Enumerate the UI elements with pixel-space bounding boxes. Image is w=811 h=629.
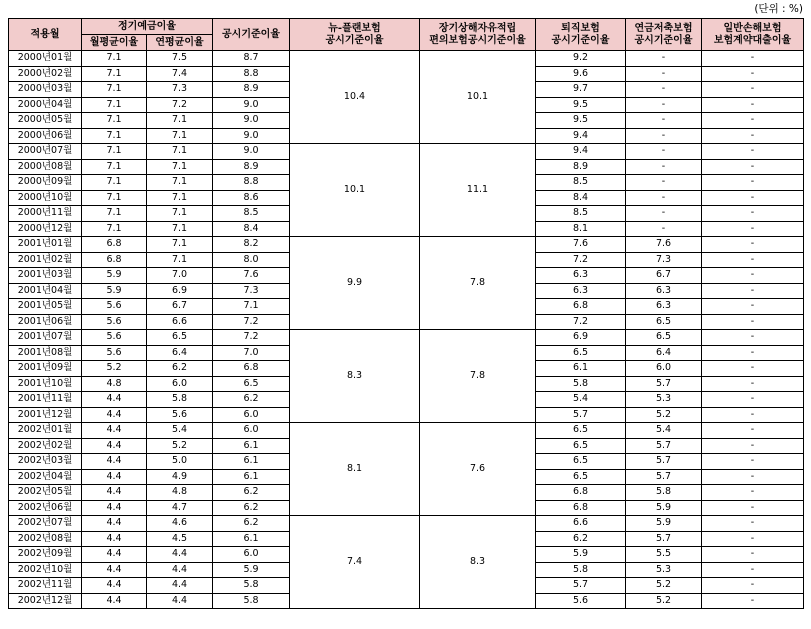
cell-pension: -	[626, 128, 702, 144]
cell-month: 2001년07월	[9, 330, 82, 346]
cell-retirement: 6.2	[536, 531, 626, 547]
cell-public-rate: 6.1	[213, 531, 290, 547]
cell-deposit-monthly: 5.6	[82, 314, 147, 330]
cell-deposit-monthly: 4.4	[82, 438, 147, 454]
cell-retirement: 5.9	[536, 547, 626, 563]
cell-pension: 6.4	[626, 345, 702, 361]
cell-public-rate: 6.2	[213, 485, 290, 501]
table-row	[9, 423, 804, 439]
cell-public-rate: 8.8	[213, 175, 290, 191]
cell-retirement: 6.5	[536, 469, 626, 485]
cell-general: -	[702, 82, 804, 98]
cell-deposit-annual: 6.0	[147, 376, 213, 392]
cell-public-rate: 5.8	[213, 593, 290, 609]
cell-general: -	[702, 531, 804, 547]
table-row	[9, 330, 804, 346]
header-public-rate: 공시기준이율	[213, 19, 290, 51]
cell-retirement: 6.3	[536, 268, 626, 284]
cell-new-plan: 7.4	[290, 516, 420, 609]
cell-retirement: 9.2	[536, 51, 626, 67]
cell-deposit-annual: 6.6	[147, 314, 213, 330]
cell-pension: 5.7	[626, 376, 702, 392]
cell-deposit-monthly: 7.1	[82, 113, 147, 129]
header-general	[702, 19, 804, 51]
cell-deposit-annual: 7.1	[147, 128, 213, 144]
cell-general: -	[702, 330, 804, 346]
cell-general: -	[702, 469, 804, 485]
cell-pension: 5.2	[626, 407, 702, 423]
cell-deposit-monthly: 7.1	[82, 206, 147, 222]
cell-pension: 5.9	[626, 516, 702, 532]
cell-deposit-annual: 7.3	[147, 82, 213, 98]
cell-general: -	[702, 423, 804, 439]
cell-retirement: 8.9	[536, 159, 626, 175]
cell-long-term: 7.8	[420, 237, 536, 330]
header-long-term	[420, 19, 536, 51]
cell-public-rate: 8.4	[213, 221, 290, 237]
cell-deposit-annual: 6.7	[147, 299, 213, 315]
cell-general: -	[702, 299, 804, 315]
cell-retirement: 9.4	[536, 128, 626, 144]
header-retirement-line1: 퇴직보험	[561, 22, 600, 34]
header-long-term-line1: 장기상해자유적립	[438, 22, 517, 34]
cell-deposit-annual: 5.4	[147, 423, 213, 439]
cell-deposit-annual: 4.6	[147, 516, 213, 532]
cell-retirement: 8.5	[536, 175, 626, 191]
cell-retirement: 6.8	[536, 299, 626, 315]
cell-new-plan: 9.9	[290, 237, 420, 330]
header-long-term-line2: 편의보험공시기준이율	[429, 34, 526, 46]
cell-general: -	[702, 547, 804, 563]
cell-pension: -	[626, 206, 702, 222]
cell-month: 2000년12월	[9, 221, 82, 237]
cell-general: -	[702, 516, 804, 532]
cell-month: 2002년02월	[9, 438, 82, 454]
cell-pension: -	[626, 66, 702, 82]
cell-month: 2000년09월	[9, 175, 82, 191]
cell-retirement: 7.2	[536, 252, 626, 268]
cell-general: -	[702, 562, 804, 578]
cell-pension: 5.3	[626, 562, 702, 578]
cell-deposit-monthly: 7.1	[82, 175, 147, 191]
cell-retirement: 6.9	[536, 330, 626, 346]
cell-pension: 5.4	[626, 423, 702, 439]
cell-new-plan: 8.1	[290, 423, 420, 516]
cell-public-rate: 8.0	[213, 252, 290, 268]
cell-retirement: 5.8	[536, 562, 626, 578]
cell-public-rate: 8.9	[213, 82, 290, 98]
header-retirement-line2: 공시기준이율	[551, 34, 610, 46]
cell-public-rate: 6.0	[213, 407, 290, 423]
cell-public-rate: 7.1	[213, 299, 290, 315]
interest-rate-table	[8, 18, 804, 609]
cell-public-rate: 6.2	[213, 516, 290, 532]
cell-retirement: 5.7	[536, 578, 626, 594]
cell-general: -	[702, 113, 804, 129]
cell-month: 2002년06월	[9, 500, 82, 516]
table-body	[9, 51, 804, 609]
table-row	[9, 516, 804, 532]
cell-public-rate: 8.6	[213, 190, 290, 206]
cell-public-rate: 5.9	[213, 562, 290, 578]
cell-pension: 6.3	[626, 299, 702, 315]
cell-general: -	[702, 345, 804, 361]
cell-general: -	[702, 578, 804, 594]
cell-public-rate: 6.8	[213, 361, 290, 377]
cell-public-rate: 8.5	[213, 206, 290, 222]
cell-pension: 6.3	[626, 283, 702, 299]
cell-general: -	[702, 485, 804, 501]
cell-retirement: 7.2	[536, 314, 626, 330]
cell-deposit-monthly: 4.4	[82, 485, 147, 501]
cell-new-plan: 10.1	[290, 144, 420, 237]
header-pension-line1: 연금저축보험	[634, 22, 693, 34]
cell-retirement: 6.8	[536, 500, 626, 516]
cell-month: 2000년04월	[9, 97, 82, 113]
cell-deposit-annual: 4.4	[147, 547, 213, 563]
unit-label: (단위 : %)	[754, 3, 803, 15]
cell-deposit-monthly: 4.4	[82, 578, 147, 594]
cell-pension: 5.9	[626, 500, 702, 516]
header-general-line1: 일반손해보험	[723, 22, 782, 34]
cell-public-rate: 8.2	[213, 237, 290, 253]
cell-pension: -	[626, 51, 702, 67]
cell-deposit-monthly: 5.9	[82, 268, 147, 284]
cell-new-plan: 8.3	[290, 330, 420, 423]
cell-deposit-annual: 7.1	[147, 113, 213, 129]
cell-deposit-annual: 7.1	[147, 175, 213, 191]
cell-deposit-monthly: 7.1	[82, 159, 147, 175]
cell-general: -	[702, 361, 804, 377]
cell-general: -	[702, 175, 804, 191]
cell-deposit-annual: 5.6	[147, 407, 213, 423]
cell-general: -	[702, 144, 804, 160]
cell-pension: 5.7	[626, 438, 702, 454]
cell-deposit-annual: 7.0	[147, 268, 213, 284]
cell-pension: -	[626, 97, 702, 113]
cell-month: 2000년05월	[9, 113, 82, 129]
cell-retirement: 8.1	[536, 221, 626, 237]
cell-pension: 6.5	[626, 314, 702, 330]
cell-deposit-annual: 4.7	[147, 500, 213, 516]
cell-deposit-annual: 7.5	[147, 51, 213, 67]
cell-deposit-annual: 6.5	[147, 330, 213, 346]
cell-month: 2000년03월	[9, 82, 82, 98]
header-month: 적용월	[9, 19, 82, 51]
cell-public-rate: 7.0	[213, 345, 290, 361]
cell-pension: 7.3	[626, 252, 702, 268]
cell-general: -	[702, 376, 804, 392]
cell-general: -	[702, 593, 804, 609]
cell-long-term: 8.3	[420, 516, 536, 609]
cell-general: -	[702, 206, 804, 222]
table-row	[9, 51, 804, 67]
cell-deposit-monthly: 7.1	[82, 51, 147, 67]
cell-public-rate: 9.0	[213, 97, 290, 113]
cell-general: -	[702, 252, 804, 268]
cell-deposit-annual: 4.5	[147, 531, 213, 547]
cell-new-plan: 10.4	[290, 51, 420, 144]
cell-deposit-monthly: 5.6	[82, 299, 147, 315]
cell-public-rate: 7.3	[213, 283, 290, 299]
cell-month: 2000년10월	[9, 190, 82, 206]
cell-month: 2000년11월	[9, 206, 82, 222]
cell-deposit-annual: 7.1	[147, 206, 213, 222]
cell-public-rate: 6.2	[213, 392, 290, 408]
cell-general: -	[702, 392, 804, 408]
cell-public-rate: 6.1	[213, 454, 290, 470]
header-new-plan-line1: 뉴-플랜보험	[328, 22, 381, 34]
cell-retirement: 6.5	[536, 454, 626, 470]
cell-pension: -	[626, 159, 702, 175]
cell-public-rate: 6.1	[213, 469, 290, 485]
cell-deposit-annual: 4.4	[147, 593, 213, 609]
cell-public-rate: 6.0	[213, 547, 290, 563]
cell-deposit-monthly: 4.4	[82, 547, 147, 563]
cell-deposit-monthly: 4.4	[82, 562, 147, 578]
cell-retirement: 6.5	[536, 345, 626, 361]
cell-deposit-monthly: 4.4	[82, 469, 147, 485]
cell-pension: 6.0	[626, 361, 702, 377]
cell-general: -	[702, 314, 804, 330]
cell-retirement: 9.5	[536, 97, 626, 113]
cell-public-rate: 9.0	[213, 128, 290, 144]
cell-public-rate: 6.0	[213, 423, 290, 439]
cell-general: -	[702, 190, 804, 206]
cell-deposit-annual: 6.2	[147, 361, 213, 377]
cell-deposit-monthly: 7.1	[82, 128, 147, 144]
cell-retirement: 5.7	[536, 407, 626, 423]
cell-deposit-monthly: 5.6	[82, 330, 147, 346]
cell-retirement: 8.5	[536, 206, 626, 222]
cell-deposit-monthly: 4.8	[82, 376, 147, 392]
cell-retirement: 5.6	[536, 593, 626, 609]
cell-month: 2000년01월	[9, 51, 82, 67]
cell-deposit-monthly: 4.4	[82, 516, 147, 532]
cell-general: -	[702, 51, 804, 67]
cell-deposit-annual: 7.1	[147, 221, 213, 237]
cell-retirement: 9.4	[536, 144, 626, 160]
cell-month: 2001년03월	[9, 268, 82, 284]
cell-retirement: 6.5	[536, 438, 626, 454]
cell-retirement: 6.1	[536, 361, 626, 377]
cell-long-term: 10.1	[420, 51, 536, 144]
cell-pension: 5.3	[626, 392, 702, 408]
cell-public-rate: 8.7	[213, 51, 290, 67]
cell-general: -	[702, 454, 804, 470]
cell-retirement: 6.8	[536, 485, 626, 501]
cell-deposit-annual: 6.9	[147, 283, 213, 299]
cell-deposit-monthly: 4.4	[82, 407, 147, 423]
cell-deposit-monthly: 4.4	[82, 500, 147, 516]
cell-deposit-monthly: 4.4	[82, 593, 147, 609]
cell-deposit-monthly: 5.2	[82, 361, 147, 377]
cell-public-rate: 9.0	[213, 113, 290, 129]
cell-deposit-annual: 7.1	[147, 190, 213, 206]
cell-general: -	[702, 97, 804, 113]
cell-month: 2000년06월	[9, 128, 82, 144]
cell-month: 2002년01월	[9, 423, 82, 439]
cell-deposit-annual: 5.2	[147, 438, 213, 454]
header-new-plan	[290, 19, 420, 51]
cell-month: 2000년08월	[9, 159, 82, 175]
cell-deposit-monthly: 5.9	[82, 283, 147, 299]
cell-deposit-monthly: 4.4	[82, 392, 147, 408]
cell-month: 2001년09월	[9, 361, 82, 377]
cell-public-rate: 6.1	[213, 438, 290, 454]
cell-pension: 5.2	[626, 578, 702, 594]
cell-deposit-monthly: 7.1	[82, 221, 147, 237]
cell-deposit-monthly: 7.1	[82, 82, 147, 98]
cell-public-rate: 6.2	[213, 500, 290, 516]
table-row	[9, 237, 804, 253]
table-row	[9, 144, 804, 160]
cell-month: 2002년05월	[9, 485, 82, 501]
cell-deposit-annual: 6.4	[147, 345, 213, 361]
cell-deposit-monthly: 6.8	[82, 237, 147, 253]
cell-month: 2001년11월	[9, 392, 82, 408]
header-pension	[626, 19, 702, 51]
header-new-plan-line2: 공시기준이율	[325, 34, 384, 46]
cell-month: 2001년08월	[9, 345, 82, 361]
cell-deposit-monthly: 4.4	[82, 423, 147, 439]
cell-pension: 5.7	[626, 469, 702, 485]
cell-month: 2001년02월	[9, 252, 82, 268]
cell-pension: -	[626, 190, 702, 206]
cell-public-rate: 8.8	[213, 66, 290, 82]
cell-pension: 5.8	[626, 485, 702, 501]
cell-retirement: 6.3	[536, 283, 626, 299]
header-deposit-group: 정기예금이율	[82, 19, 213, 35]
cell-long-term: 7.6	[420, 423, 536, 516]
cell-deposit-annual: 5.0	[147, 454, 213, 470]
cell-retirement: 5.4	[536, 392, 626, 408]
header-deposit-monthly: 월평균이율	[82, 35, 147, 51]
cell-deposit-monthly: 7.1	[82, 66, 147, 82]
cell-public-rate: 8.9	[213, 159, 290, 175]
cell-general: -	[702, 221, 804, 237]
cell-deposit-annual: 7.4	[147, 66, 213, 82]
cell-deposit-annual: 5.8	[147, 392, 213, 408]
cell-month: 2002년09월	[9, 547, 82, 563]
cell-retirement: 6.5	[536, 423, 626, 439]
cell-month: 2000년07월	[9, 144, 82, 160]
cell-deposit-monthly: 7.1	[82, 97, 147, 113]
cell-month: 2001년05월	[9, 299, 82, 315]
cell-pension: -	[626, 82, 702, 98]
cell-deposit-annual: 4.4	[147, 578, 213, 594]
cell-deposit-monthly: 7.1	[82, 190, 147, 206]
header-pension-line2: 공시기준이율	[634, 34, 693, 46]
cell-month: 2002년12월	[9, 593, 82, 609]
cell-month: 2002년03월	[9, 454, 82, 470]
cell-deposit-monthly: 4.4	[82, 454, 147, 470]
cell-general: -	[702, 237, 804, 253]
cell-retirement: 9.5	[536, 113, 626, 129]
cell-month: 2001년12월	[9, 407, 82, 423]
cell-deposit-monthly: 4.4	[82, 531, 147, 547]
cell-month: 2001년10월	[9, 376, 82, 392]
cell-pension: 5.2	[626, 593, 702, 609]
cell-retirement: 8.4	[536, 190, 626, 206]
cell-month: 2000년02월	[9, 66, 82, 82]
cell-month: 2002년04월	[9, 469, 82, 485]
cell-deposit-annual: 4.8	[147, 485, 213, 501]
cell-month: 2002년08월	[9, 531, 82, 547]
cell-pension: -	[626, 221, 702, 237]
cell-month: 2002년11월	[9, 578, 82, 594]
cell-month: 2001년01월	[9, 237, 82, 253]
cell-public-rate: 5.8	[213, 578, 290, 594]
cell-pension: -	[626, 144, 702, 160]
cell-pension: 7.6	[626, 237, 702, 253]
header-retirement	[536, 19, 626, 51]
cell-deposit-annual: 7.1	[147, 252, 213, 268]
header-deposit-annual: 연평균이율	[147, 35, 213, 51]
cell-pension: 5.7	[626, 531, 702, 547]
cell-deposit-annual: 4.4	[147, 562, 213, 578]
cell-public-rate: 6.5	[213, 376, 290, 392]
cell-general: -	[702, 500, 804, 516]
cell-long-term: 7.8	[420, 330, 536, 423]
cell-pension: -	[626, 175, 702, 191]
cell-general: -	[702, 438, 804, 454]
cell-pension: 6.5	[626, 330, 702, 346]
header-general-line2: 보험계약대출이율	[713, 34, 792, 46]
cell-deposit-monthly: 5.6	[82, 345, 147, 361]
cell-deposit-annual: 7.1	[147, 159, 213, 175]
cell-general: -	[702, 159, 804, 175]
cell-retirement: 7.6	[536, 237, 626, 253]
cell-public-rate: 7.2	[213, 330, 290, 346]
cell-deposit-annual: 7.2	[147, 97, 213, 113]
cell-general: -	[702, 407, 804, 423]
cell-public-rate: 7.6	[213, 268, 290, 284]
cell-retirement: 9.7	[536, 82, 626, 98]
cell-pension: -	[626, 113, 702, 129]
cell-deposit-monthly: 6.8	[82, 252, 147, 268]
cell-deposit-monthly: 7.1	[82, 144, 147, 160]
cell-public-rate: 9.0	[213, 144, 290, 160]
cell-pension: 6.7	[626, 268, 702, 284]
cell-general: -	[702, 128, 804, 144]
cell-general: -	[702, 66, 804, 82]
cell-long-term: 11.1	[420, 144, 536, 237]
cell-pension: 5.7	[626, 454, 702, 470]
cell-general: -	[702, 283, 804, 299]
cell-month: 2002년10월	[9, 562, 82, 578]
cell-month: 2001년04월	[9, 283, 82, 299]
cell-deposit-annual: 7.1	[147, 144, 213, 160]
cell-retirement: 6.6	[536, 516, 626, 532]
cell-deposit-annual: 7.1	[147, 237, 213, 253]
cell-month: 2002년07월	[9, 516, 82, 532]
cell-month: 2001년06월	[9, 314, 82, 330]
cell-pension: 5.5	[626, 547, 702, 563]
cell-general: -	[702, 268, 804, 284]
cell-retirement: 9.6	[536, 66, 626, 82]
cell-deposit-annual: 4.9	[147, 469, 213, 485]
cell-public-rate: 7.2	[213, 314, 290, 330]
cell-retirement: 5.8	[536, 376, 626, 392]
